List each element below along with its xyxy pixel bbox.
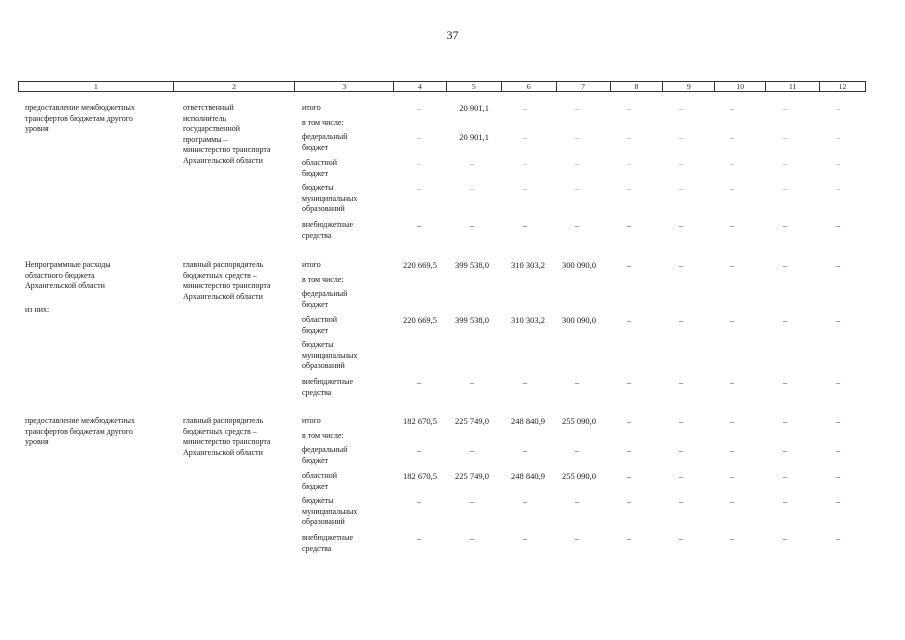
value-cell: 225 749,0 [455, 471, 489, 481]
empty-value-dash: – [469, 496, 475, 506]
empty-value-dash: – [469, 158, 475, 168]
header-col-7: 7 [557, 82, 611, 91]
empty-value-dash: – [678, 103, 684, 113]
empty-value-dash: – [416, 220, 422, 230]
row-executor: программы – [183, 134, 228, 144]
header-col-1: 1 [19, 82, 174, 91]
header-col-11: 11 [766, 82, 820, 91]
row-name: предоставление межбюджетных [25, 103, 135, 112]
empty-value-dash: – [626, 158, 632, 168]
funding-source: областной [302, 315, 338, 324]
funding-source: бюджет [302, 481, 329, 491]
funding-source: муниципальных [302, 193, 358, 203]
page-number: 37 [446, 28, 459, 42]
funding-source: федеральный [302, 132, 348, 141]
empty-value-dash: – [416, 183, 422, 193]
empty-value-dash: – [678, 315, 684, 325]
empty-value-dash: – [678, 533, 684, 543]
header-col-3: 3 [295, 82, 394, 91]
value-cell: 255 090,0 [562, 471, 596, 481]
empty-value-dash: – [626, 496, 632, 506]
empty-value-dash: – [678, 471, 684, 481]
funding-source: итого [302, 416, 321, 425]
empty-value-dash: – [678, 158, 684, 168]
row-executor: государственной [183, 124, 241, 133]
value-cell: 300 090,0 [562, 260, 596, 270]
header-col-2: 2 [174, 82, 296, 91]
empty-value-dash: – [574, 158, 580, 168]
row-name: из них: [25, 305, 50, 314]
empty-value-dash: – [678, 416, 684, 426]
header-col-8: 8 [611, 82, 664, 91]
empty-value-dash: – [835, 158, 841, 168]
row-executor: исполнитель [183, 113, 227, 123]
empty-value-dash: – [835, 533, 841, 543]
empty-value-dash: – [522, 158, 528, 168]
funding-source: бюджет [302, 168, 329, 178]
empty-value-dash: – [729, 158, 735, 168]
empty-value-dash: – [835, 132, 841, 142]
empty-value-dash: – [782, 533, 788, 543]
value-cell: 20 901,1 [459, 132, 489, 142]
empty-value-dash: – [782, 183, 788, 193]
value-cell: 255 090,0 [562, 416, 596, 426]
empty-value-dash: – [416, 103, 422, 113]
empty-value-dash: – [626, 103, 632, 113]
empty-value-dash: – [729, 496, 735, 506]
row-executor: министерство транспорта [183, 145, 271, 154]
empty-value-dash: – [835, 377, 841, 387]
funding-source: средства [302, 387, 332, 397]
empty-value-dash: – [626, 445, 632, 455]
empty-value-dash: – [522, 183, 528, 193]
row-name: Архангельской области [25, 281, 105, 290]
funding-source: областной [302, 471, 338, 480]
empty-value-dash: – [729, 260, 735, 270]
funding-source: в том числе: [302, 275, 344, 284]
empty-value-dash: – [574, 220, 580, 230]
funding-source: итого [302, 103, 321, 112]
funding-source: внебюджетные [302, 220, 353, 229]
value-cell: 248 840,9 [511, 416, 545, 426]
empty-value-dash: – [835, 445, 841, 455]
funding-source: федеральный [302, 445, 348, 454]
row-name: трансфертов бюджетам другого [25, 426, 133, 436]
row-name: предоставление межбюджетных [25, 416, 135, 425]
header-col-12: 12 [838, 82, 847, 91]
empty-value-dash: – [469, 445, 475, 455]
value-cell: 300 090,0 [562, 315, 596, 325]
row-executor: бюджетных средств – [183, 426, 257, 436]
value-cell: 220 669,5 [403, 315, 437, 325]
value-cell: 399 538,0 [455, 260, 489, 270]
row-name: уровня [25, 124, 49, 133]
row-executor: министерство транспорта [183, 281, 271, 290]
row-executor: Архангельской области [183, 155, 263, 165]
funding-source: образований [302, 361, 345, 370]
row-executor: бюджетных средств – [183, 270, 257, 280]
empty-value-dash: – [574, 183, 580, 193]
empty-value-dash: – [782, 315, 788, 325]
value-cell: 310 303,2 [511, 315, 545, 325]
empty-value-dash: – [782, 132, 788, 142]
empty-value-dash: – [626, 533, 632, 543]
empty-value-dash: – [626, 315, 632, 325]
empty-value-dash: – [416, 445, 422, 455]
empty-value-dash: – [782, 220, 788, 230]
row-name: областного бюджета [25, 270, 95, 280]
funding-source: бюджет [302, 325, 329, 335]
empty-value-dash: – [522, 496, 528, 506]
empty-value-dash: – [729, 183, 735, 193]
empty-value-dash: – [835, 183, 841, 193]
empty-value-dash: – [678, 132, 684, 142]
value-cell: 182 670,5 [403, 416, 437, 426]
empty-value-dash: – [835, 416, 841, 426]
empty-value-dash: – [416, 496, 422, 506]
empty-value-dash: – [782, 377, 788, 387]
header-col-4: 4 [394, 82, 447, 91]
empty-value-dash: – [469, 533, 475, 543]
funding-source: итого [302, 260, 321, 269]
funding-source: в том числе: [302, 118, 344, 127]
empty-value-dash: – [626, 183, 632, 193]
empty-value-dash: – [782, 445, 788, 455]
empty-value-dash: – [782, 260, 788, 270]
empty-value-dash: – [782, 416, 788, 426]
empty-value-dash: – [729, 445, 735, 455]
empty-value-dash: – [574, 377, 580, 387]
value-cell: 248 840,9 [511, 471, 545, 481]
header-col-9: 9 [663, 82, 715, 91]
empty-value-dash: – [416, 132, 422, 142]
funding-source: муниципальных [302, 506, 358, 516]
funding-source: бюджеты [302, 340, 334, 349]
empty-value-dash: – [835, 103, 841, 113]
row-executor: ответственный [183, 103, 234, 112]
funding-source: муниципальных [302, 350, 358, 360]
value-cell: 225 749,0 [455, 416, 489, 426]
empty-value-dash: – [626, 132, 632, 142]
funding-source: бюджет [302, 455, 329, 465]
empty-value-dash: – [729, 416, 735, 426]
empty-value-dash: – [678, 260, 684, 270]
empty-value-dash: – [522, 103, 528, 113]
empty-value-dash: – [416, 533, 422, 543]
empty-value-dash: – [574, 533, 580, 543]
funding-source: образований [302, 204, 345, 213]
funding-source: средства [302, 543, 332, 553]
empty-value-dash: – [626, 471, 632, 481]
empty-value-dash: – [835, 260, 841, 270]
empty-value-dash: – [574, 445, 580, 455]
funding-source: бюджет [302, 142, 329, 152]
value-cell: 310 303,2 [511, 260, 545, 270]
value-cell: 20 901,1 [459, 103, 489, 113]
empty-value-dash: – [835, 220, 841, 230]
empty-value-dash: – [729, 471, 735, 481]
row-executor: главный распорядитель [183, 416, 264, 425]
funding-source: образований [302, 517, 345, 526]
empty-value-dash: – [522, 377, 528, 387]
table-header [18, 81, 866, 92]
funding-source: бюджеты [302, 496, 334, 505]
empty-value-dash: – [574, 496, 580, 506]
empty-value-dash: – [626, 260, 632, 270]
empty-value-dash: – [416, 158, 422, 168]
funding-source: федеральный [302, 289, 348, 298]
value-cell: 220 669,5 [403, 260, 437, 270]
empty-value-dash: – [469, 377, 475, 387]
value-cell: 399 538,0 [455, 315, 489, 325]
row-name: уровня [25, 437, 49, 446]
empty-value-dash: – [729, 377, 735, 387]
empty-value-dash: – [626, 377, 632, 387]
empty-value-dash: – [574, 132, 580, 142]
funding-source: бюджет [302, 299, 329, 309]
header-col-10: 10 [715, 82, 766, 91]
empty-value-dash: – [835, 315, 841, 325]
row-executor: Архангельской области [183, 447, 263, 457]
empty-value-dash: – [729, 132, 735, 142]
empty-value-dash: – [835, 471, 841, 481]
empty-value-dash: – [782, 158, 788, 168]
empty-value-dash: – [678, 220, 684, 230]
empty-value-dash: – [522, 132, 528, 142]
header-col-5: 5 [447, 82, 502, 91]
header-col-6: 6 [502, 82, 557, 91]
empty-value-dash: – [522, 220, 528, 230]
empty-value-dash: – [782, 103, 788, 113]
empty-value-dash: – [678, 445, 684, 455]
empty-value-dash: – [835, 496, 841, 506]
empty-value-dash: – [469, 183, 475, 193]
empty-value-dash: – [522, 533, 528, 543]
row-executor: главный распорядитель [183, 260, 264, 269]
value-cell: 182 670,5 [403, 471, 437, 481]
empty-value-dash: – [678, 377, 684, 387]
empty-value-dash: – [416, 377, 422, 387]
empty-value-dash: – [782, 471, 788, 481]
empty-value-dash: – [522, 445, 528, 455]
funding-source: в том числе: [302, 431, 344, 440]
row-executor: министерство транспорта [183, 437, 271, 446]
empty-value-dash: – [626, 220, 632, 230]
empty-value-dash: – [626, 416, 632, 426]
empty-value-dash: – [729, 533, 735, 543]
row-name: Непрограммные расходы [25, 260, 111, 269]
empty-value-dash: – [678, 496, 684, 506]
empty-value-dash: – [729, 220, 735, 230]
empty-value-dash: – [782, 496, 788, 506]
funding-source: бюджеты [302, 183, 334, 192]
row-name: трансфертов бюджетам другого [25, 113, 133, 123]
empty-value-dash: – [678, 183, 684, 193]
empty-value-dash: – [574, 103, 580, 113]
row-executor: Архангельской области [183, 291, 263, 301]
funding-source: средства [302, 230, 332, 240]
empty-value-dash: – [729, 315, 735, 325]
empty-value-dash: – [469, 220, 475, 230]
funding-source: областной [302, 158, 338, 167]
funding-source: внебюджетные [302, 533, 353, 542]
empty-value-dash: – [729, 103, 735, 113]
funding-source: внебюджетные [302, 377, 353, 386]
